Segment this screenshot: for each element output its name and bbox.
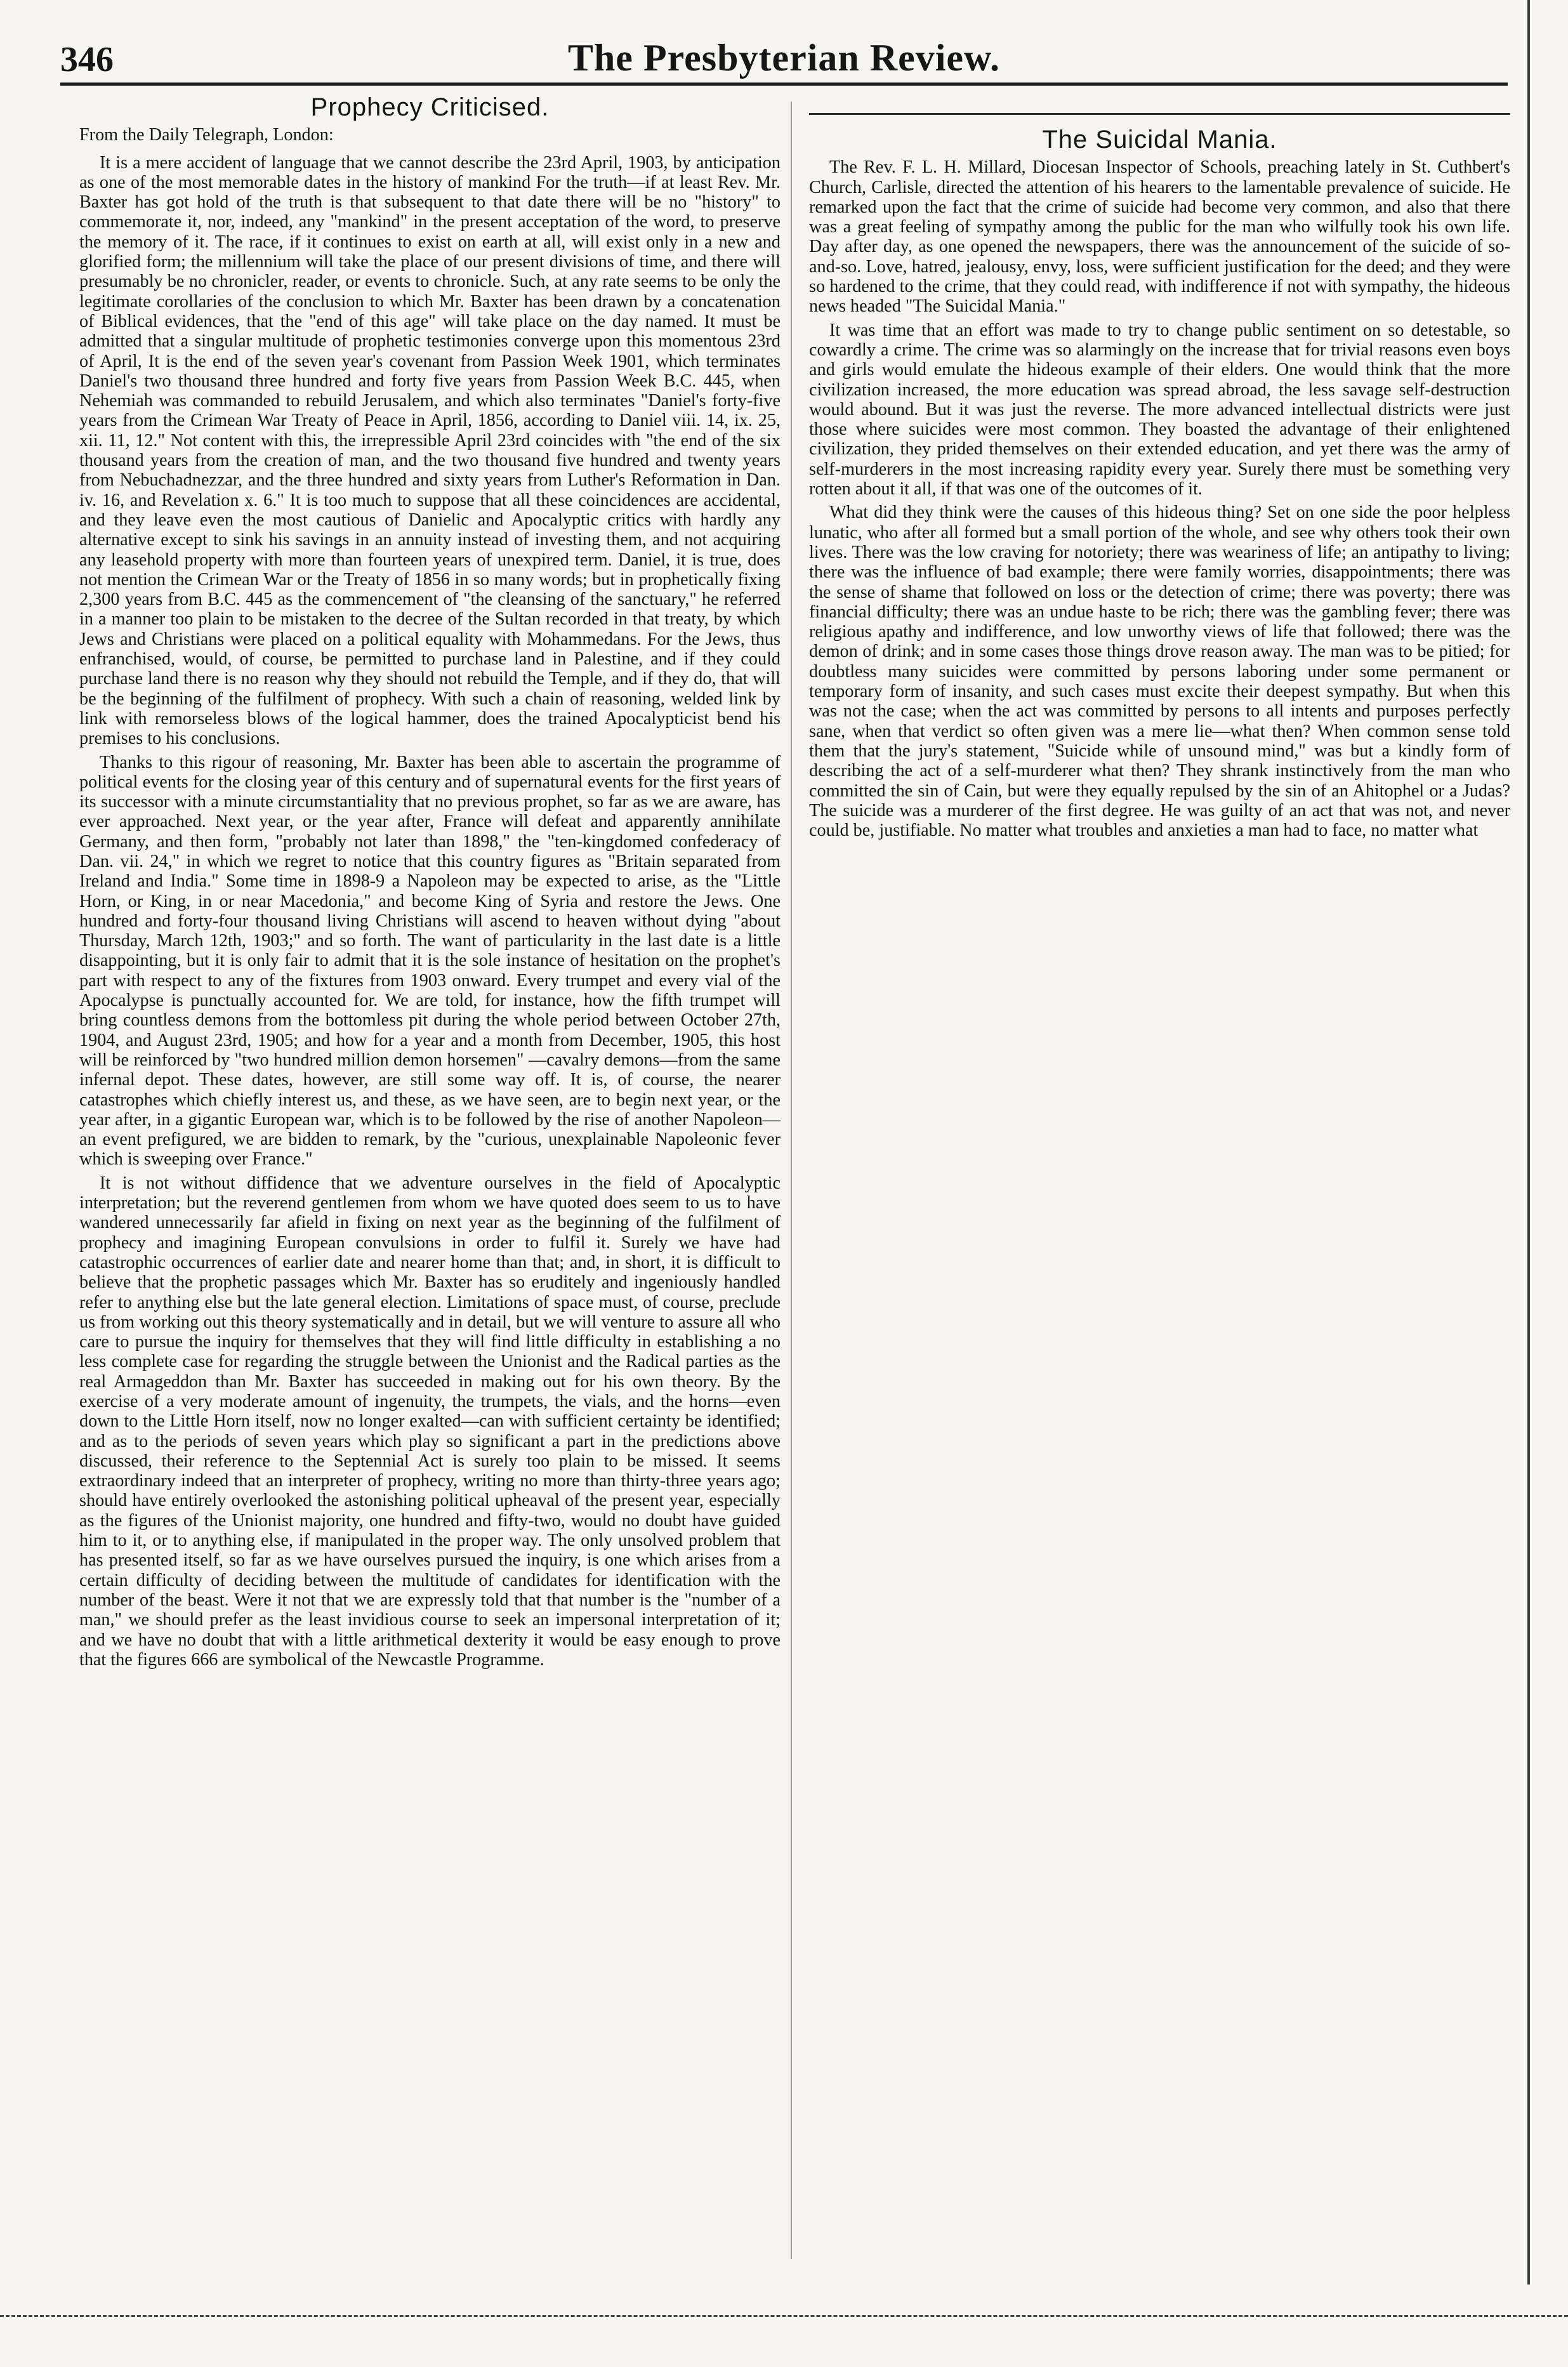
article-paragraph: It was time that an effort was made to try to change public sentiment on so detestable, so cowardly a crime. The crime was so alarmingly on the increase that for trivial reasons even boys and girls would emulate the hideous example of their elders. One would think that the more civilization increased, the more education was spread abroad, the less savage self-destruction would abound. But it was just the reverse. The more advanced intellectual districts were just those where suicides were most common. They boasted the advantage of their enlightened civilization, they prided themselves on their extended education, and yet there was the army of self-murderers in the most increasing rapidity every year. Surely there must be something very rotten about it all, if that was one of the outcomes of it. xyxy=(809,320,1510,499)
article-paragraph: The Rev. F. L. H. Millard, Diocesan Inspector of Schools, preaching lately in St. Cuthbert's Church, Carlisle, directed the attention of his hearers to the lamentable prevalence of suicide. He remarked upon the fact that the crime of suicide had become very common, and also that there was a great feeling of sympathy among the public for the man who wilfully took his own life. Day after day, as one opened the newspapers, there was the announcement of the suicide of so-and-so. Love, hatred, jealousy, envy, loss, were sufficient justification for the deed; and they were so hardened to the crime, that they could read, with indifference if not with sympathy, the hideous news headed "The Suicidal Mania." xyxy=(809,157,1510,317)
scan-edge-artifact xyxy=(0,2315,1568,2336)
article-paragraph: Thanks to this rigour of reasoning, Mr. Baxter has been able to ascertain the programme of political events for the closing year of this century and of supernatural events for the first years of its successor with a minute circumstantiality that no previous prophet, so far as we are aware, has ever approached. Next year, or the year after, France will defeat and apparently annihilate Germany, and then form, "probably not later than 1898," the "ten-kingdomed confederacy of Dan. vii. 24," in which we regret to notice that this country figures as "Britain separated from Ireland and India." Some time in 1898-9 a Napoleon may be expected to arise, as the "Little Horn, or King, in or near Macedonia," and become King of Syria and restore the Jews. One hundred and forty-four thousand living Christians will ascend to heaven without dying "about Thursday, March 12th, 1903;" and so forth. The want of particularity in the last date is a little disappointing, but it is only fair to admit that it is the sole instance of hesitation on the prophet's part with respect to any of the fixtures from 1903 onward. Every trumpet and every vial of the Apocalypse is punctually accounted for. We are told, for instance, how the fifth trumpet will bring countless demons from the bottomless pit during the whole period between October 27th, 1904, and August 23rd, 1905; and how for a year and a month from December, 1905, this host will be reinforced by "two hundred million demon horsemen" —cavalry demons—from the same infernal depot. These dates, however, are still some way off. It is, of course, the nearer catastrophes which chiefly interest us, and these, as we have seen, are to begin next year, or the year after, in a gigantic European war, which is to be followed by the rise of another Napoleon—an event prefigured, we are bidden to remark, by the "curious, unexplainable Napoleonic fever which is sweeping over France." xyxy=(79,752,781,1170)
article-source: From the Daily Telegraph, London: xyxy=(79,125,334,145)
article-title-suicidal-mania: The Suicidal Mania. xyxy=(1042,126,1277,154)
left-column xyxy=(79,95,781,1673)
article-paragraph: It is a mere accident of language that we cannot describe the 23rd April, 1903, by anticipation as one of the most memorable dates in the history of mankind For the truth—if at least Rev. Mr. Baxter has got hold of the truth is that subsequent to that date there will be no "history" to commemorate it, nor, indeed, any "mankind" in the present acceptation of the word, to preserve the memory of it. The race, if it continues to exist on earth at all, will exist only in a new and glorified form; the millennium will take the place of our present divisions of time, and there will presumably be no chronicler, reader, or events to chronicle. Such, at any rate seems to be only the legitimate corollaries of the conclusion to which Mr. Baxter has been drawn by a concatenation of Biblical evidences, that the "end of this age" will take place on the day named. It must be admitted that a singular multitude of prophetic testimonies converge upon this momentous 23rd of April, It is the end of the seven year's covenant from Passion Week 1901, which terminates Daniel's two thousand three hundred and forty five years from Passion Week B.C. 445, when Nehemiah was commanded to rebuild Jerusalem, and which also terminates "Daniel's forty-five years from the Crimean War Treaty of Peace in April, 1856, according to Daniel viii. 14, ix. 25, xii. 11, 12." Not content with this, the irrepressible April 23rd coincides with "the end of the six thousand years from the creation of man, and the two thousand five hundred and twenty years from Nebuchadnezzar, and the three hundred and sixty years from Luther's Reformation in Dan. iv. 16, and Revelation x. 6." It is too much to suppose that all these coincidences are accidental, and they leave even the most cautious of Danielic and Apocalyptic critics with hardly any alternative except to sink his savings in an annuity instead of investing them, and not acquiring any leasehold property with more than fourteen years of unexpired term. Daniel, it is true, does not mention the Crimean War or the Treaty of 1856 in so many words; but in prophetically fixing 2,300 years from B.C. 445 as the commencement of "the cleansing of the sanctuary," he referred in a manner too plain to be mistaken to the decree of the Sultan recorded in that treaty, by which Jews and Christians were placed on a political equality with Mohammedans. For the Jews, thus enfranchised, would, of course, be permitted to purchase land in Palestine, and if they could purchase land there is no reason why they should not rebuild the Temple, and if they do, that will be the beginning of the fulfilment of prophecy. With such a chain of reasoning, welded link by link with remorseless blows of the logical hammer, does the trained Apocalypticist bend his premises to his conclusions. xyxy=(79,152,781,749)
journal-title: The Presbyterian Review. xyxy=(567,37,1001,79)
page-edge-line xyxy=(1527,0,1530,2285)
column-rule xyxy=(791,102,792,2259)
right-column xyxy=(809,95,1510,844)
article-paragraph-continued: It is not without diffidence that we adventure ourselves in the field of Apocalyptic interpretation; but the reverend gentlemen from whom we have quoted does seem to us to have wandered unnecessarily far afield in fixing on next year as the beginning of the fulfilment of prophecy and imagining European convulsions in order to fulfil it. Surely we have had catastrophic occurrences of earlier date and nearer home than that; and, in short, it is difficult to believe that the prophetic passages which Mr. Baxter has so eruditely and ingeniously handled refer to anything else but the late general election. Limitations of space must, of course, preclude us from working out this theory systematically and in detail, but we will venture to assure all who care to pursue the inquiry for themselves that they will find little difficulty in establishing a no less complete case for regarding the struggle between the Unionist and the Radical parties as the real Armageddon than Mr. Baxter has succeeded in making out for his own theory. By the exercise of a very moderate amount of ingenuity, the trumpets, the vials, and the horns—even down to the Little Horn itself, now no longer exalted—can with sufficient certainty be identified; and as to the periods of seven years which play so significant a part in the predictions above discussed, their reference to the Septennial Act is surely too plain to be missed. It seems extraordinary indeed that an interpreter of prophecy, writing no more than thirty-three years ago; should have entirely overlooked the astonishing political upheaval of the present year, especially as the figures of the Unionist majority, one hundred and fifty-two, would no doubt have guided him to it, or to anything else, if manipulated in the proper way. The only unsolved problem that has presented itself, so far as we have ourselves pursued the inquiry, is one which arises from a certain difficulty of deciding between the multitude of candidates for identification with the number of the beast. Were it not that we are expressly told that that number is the "number of a man," we should prefer as the least invidious course to seek an impersonal interpretation of it; and we have no doubt that with a little arithmetical dexterity it would be easy enough to prove that the figures 666 are symbolical of the Newcastle Programme. xyxy=(79,1173,781,1670)
section-divider xyxy=(809,113,1510,115)
page-number: 346 xyxy=(60,40,114,79)
article-paragraph: What did they think were the causes of this hideous thing? Set on one side the poor helpless lunatic, who after all formed but a small portion of the whole, and see why others took their own lives. There was the low craving for notoriety; there was weariness of life; an antipathy to living; there was the influence of bad example; there were family worries, disappointments; there was the sense of shame that followed on loss or the detection of crime; there was poverty; there was financial difficulty; there was an undue haste to be rich; there was the gambling fever; there was religious apathy and indifference, and low unworthy views of life that followed; there was the demon of drink; and in some cases those things drove reason away. The man was to be pitied; for doubtless many suicides were committed by persons laboring under some permanent or temporary form of insanity, and such cases must excite their deepest sympathy. But when this was not the case; when the act was committed by persons to all intents and purposes perfectly sane, when that verdict so often given was a mere lie—what then? When common sense told them that the jury's statement, "Suicide while of unsound mind," was but a kindly form of describing the act of a self-murderer what then? They shrank instinctively from the man who committed the sin of Cain, but were they equally repulsed by the sin of an Ahitophel or a Judas? The suicide was a murderer of the first degree. He was guilty of an act that was not, and never could be, justifiable. No matter what troubles and anxieties a man had to face, no matter what xyxy=(809,503,1510,841)
article-title-prophecy: Prophecy Criticised. xyxy=(310,93,550,121)
page-header xyxy=(60,35,1508,86)
